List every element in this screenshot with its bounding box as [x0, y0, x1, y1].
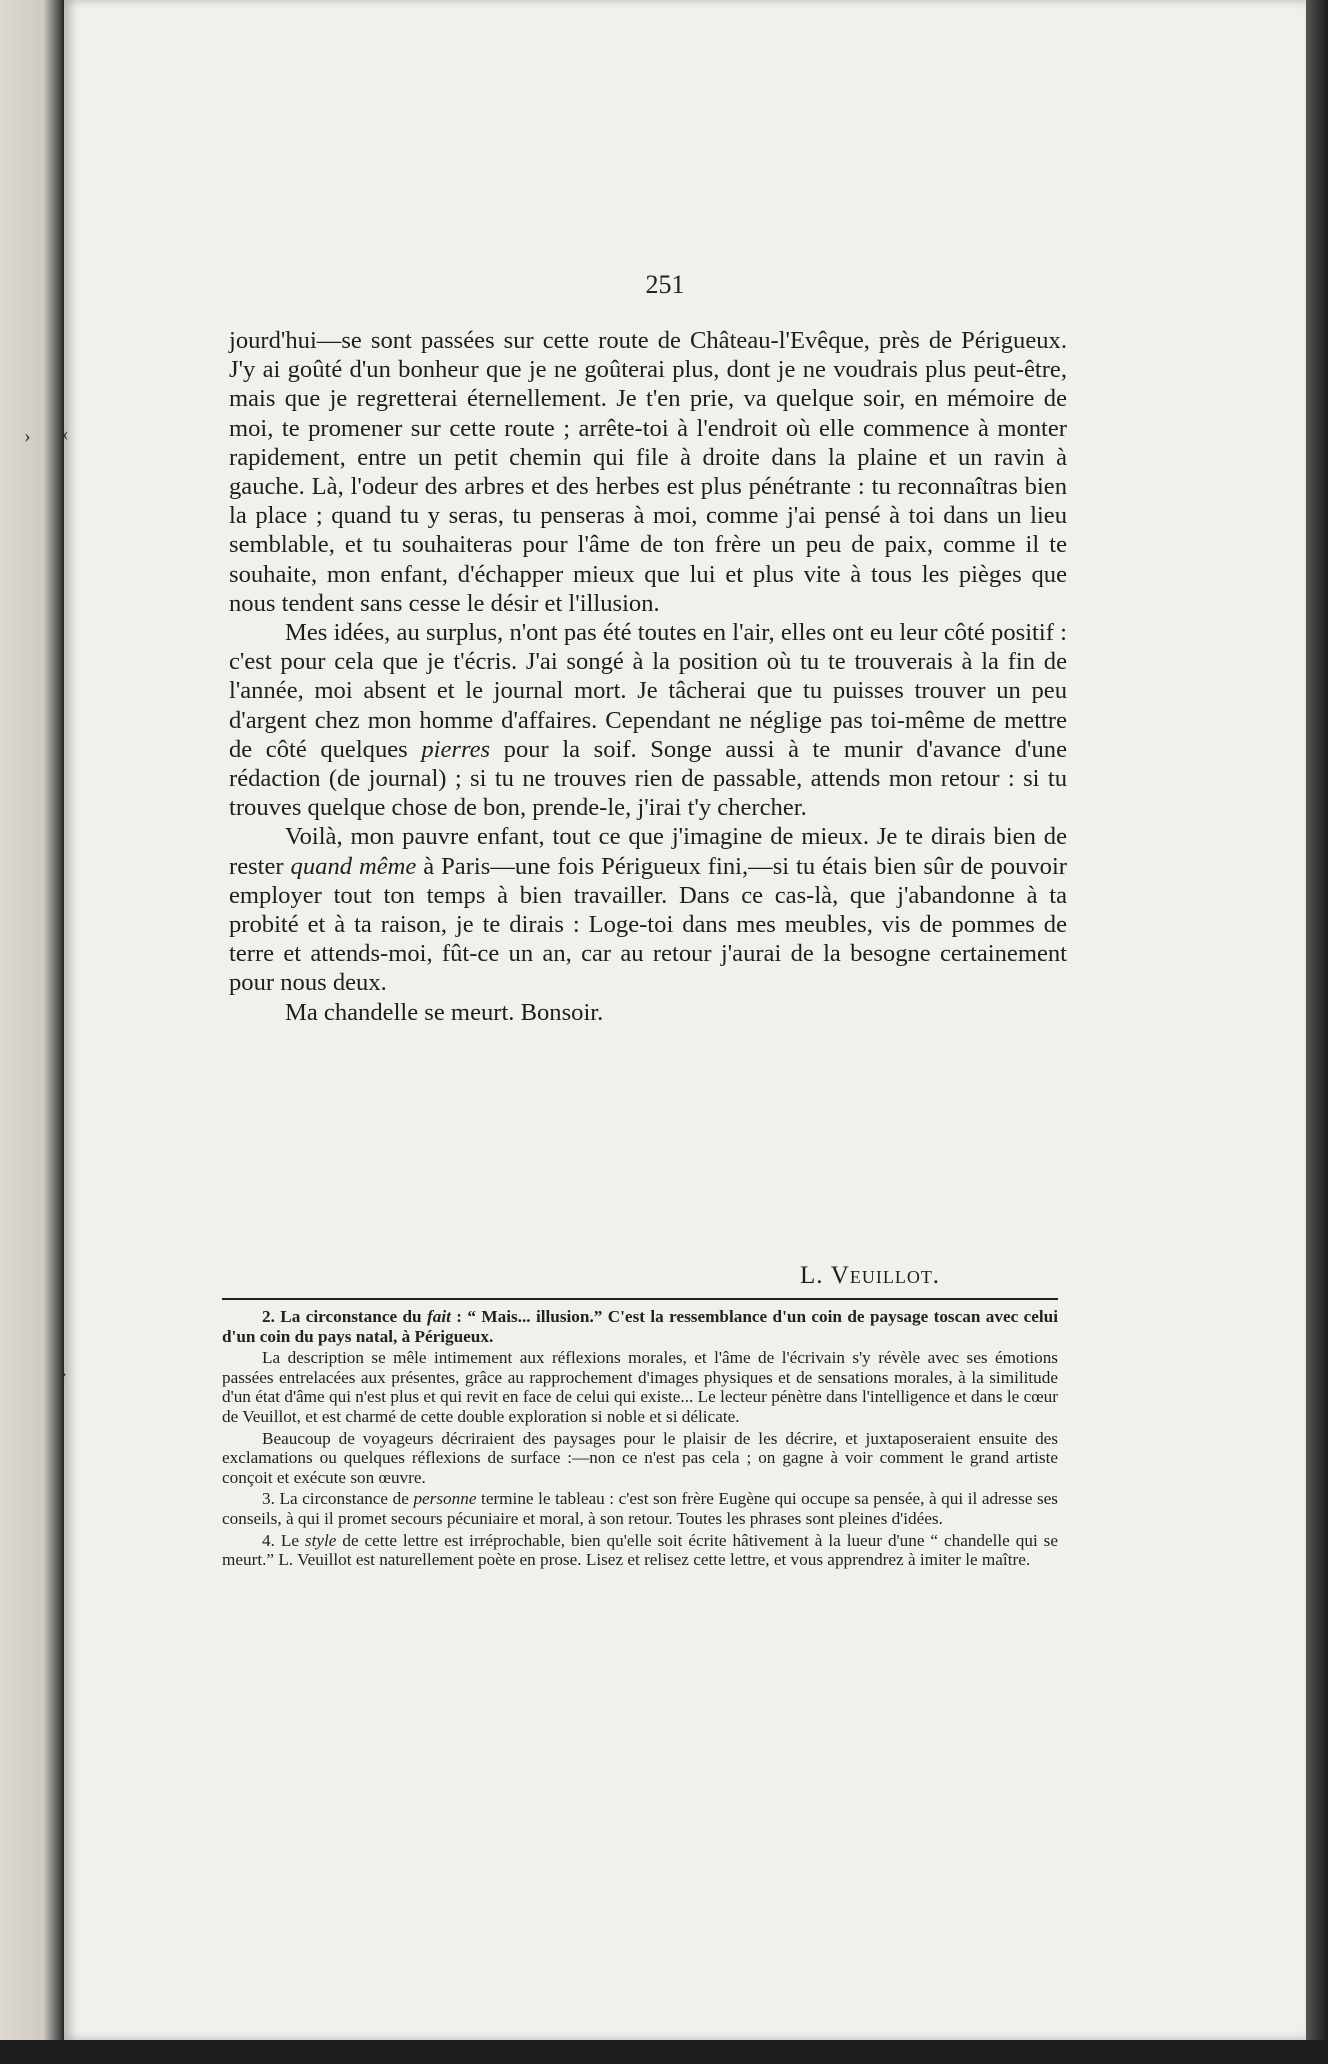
paragraph-text: jourd'hui—se sont passées sur cette route de Château-l'Evêque, près de Périgueux. J'y ai goûté d'un bonheur que je ne goûterai plus, dont je ne voudrais plus peut-être, mais que je regretterai éternellement. Je t'en prie, va quelque soir, en mémoire de moi, te promener sur cette route ; arrête-toi à l'endroit où elle commence à monter rapidement, entre un petit chemin qui file à droite dans la plaine et un ravin à gauche. Là, l'odeur des arbres et des herbes est plus pénétrante : tu reconnaîtras bien la place ; quand tu y seras, tu penseras à moi, comme j'ai pensé à toi dans un lieu semblable, et tu souhaiteras pour l'âme de ton frère un peu de paix, comme il te souhaite, mon enfant, d'échapper mieux que lui et plus vite à tous les pièges que nous tendent sans cesse le désir et l'illusion.: [229, 327, 1067, 617]
footnote-rule: [222, 1298, 1058, 1300]
footnote-text: 4. Le: [262, 1530, 305, 1550]
letter-paragraph: [229, 822, 1067, 997]
paragraph-text: Ma chandelle se meurt. Bonsoir.: [285, 998, 604, 1026]
footnote-text: 2. La circonstance du: [262, 1307, 427, 1326]
facing-page-edge: [0, 0, 62, 2064]
letter-body: [229, 326, 1067, 1027]
page-number: 251: [645, 270, 685, 299]
letter-paragraph: [229, 618, 1067, 822]
footnote-text: de cette lettre est irréprochable, bien qu'elle soit écrite hâtivement à la lueur d'une “ chandelle qui se meurt.” L. Veuillot est naturellement poète en prose. Lisez et relisez cette lettre, et vous apprendrez à imiter le maître.: [222, 1530, 1058, 1570]
signature-name: Veuillot.: [830, 1262, 941, 1289]
footnote: [222, 1531, 1058, 1570]
page-bottom-edge: [0, 2040, 1328, 2064]
page-right-edge: [1306, 0, 1328, 2064]
footnote-text: 3. La circonstance de: [262, 1489, 414, 1509]
letter-paragraph: [229, 998, 1067, 1027]
footnote: [222, 1307, 1058, 1346]
signature: [800, 1262, 1040, 1290]
italic-word: pierres: [421, 735, 491, 763]
paragraph-text: à Paris—une fois Périgueux fini,—si tu étais bien sûr de pouvoir employer tout ton temps à bien travailler. Dans ce cas-là, que j'abandonne à ta probité et à ta raison, je te dirais : Loge-toi dans mes meubles, vis de pommes de terre et attends-moi, fût-ce un an, car au retour j'aurai de la besogne certainement pour nous deux.: [229, 852, 1067, 997]
paragraph-text: pour la soif. Songe aussi à te munir d'avance d'une rédaction (de journal) ; si tu ne trouves rien de passable, attends mon retour : si tu trouves quelque chose de bon, prende-le, j'irai t'y chercher.: [229, 735, 1067, 822]
footnote: [222, 1489, 1058, 1528]
footnote: [222, 1348, 1058, 1426]
paragraph-text: Mes idées, au surplus, n'ont pas été toutes en l'air, elles ont eu leur côté positif : c'est pour cela que je t'écris. J'ai songé à la position où tu te trouverais à la fin de l'année, moi absent et le journal mort. Je tâcherai que tu puisses trouver un peu d'argent chez mon homme d'affaires. Cependant ne néglige pas toi-même de mettre de côté quelques: [229, 619, 1067, 763]
footnotes: [222, 1307, 1058, 1572]
margin-mark: ‹: [62, 423, 69, 445]
paragraph-text: Voilà, mon pauvre enfant, tout ce que j'imagine de mieux. Je te dirais bien de rester: [229, 823, 1067, 880]
italic-word: personne: [413, 1489, 477, 1509]
signature-initial: L.: [800, 1262, 831, 1289]
footnote-text: Beaucoup de voyageurs décriraient des paysages pour le plaisir de les décrire, et juxtaposeraient ensuite des exclamations ou quelques réflexions de surface :—non ce n'est pas cela ; on gagne à voir comment le grand artiste conçoit et exécute son œuvre.: [222, 1428, 1058, 1487]
footnote: [222, 1429, 1058, 1488]
italic-word: style: [304, 1530, 337, 1550]
margin-mark: ›: [60, 1362, 67, 1384]
footnote-text: La description se mêle intimement aux réflexions morales, et l'âme de l'écrivain s'y révèle avec ses émotions passées entrelacées aux présentes, grâce au rapprochement d'images physiques et de sensations morales, à la similitude d'un état d'âme qui n'est plus et qui revit en face de celui qui existe... Le lecteur pénètre dans l'intelligence et dans le cœur de Veuillot, et est charmé de cette double exploration si noble et si délicate.: [222, 1348, 1058, 1426]
letter-paragraph: [229, 326, 1067, 618]
italic-word: quand même: [290, 852, 417, 880]
footnote-text: termine le tableau : c'est son frère Eugène qui occupe sa pensée, à qui il adresse ses conseils, à qui il promet secours pécuniaire et moral, à son retour. Toutes les phrases sont pleines d'idées.: [222, 1489, 1058, 1528]
italic-word: fait: [427, 1307, 451, 1326]
margin-mark: ›: [24, 425, 31, 447]
footnote-text: : “ Mais... illusion.” C'est la ressemblance d'un coin de paysage toscan avec celui d'un coin du pays natal, à Périgueux.: [222, 1307, 1058, 1346]
